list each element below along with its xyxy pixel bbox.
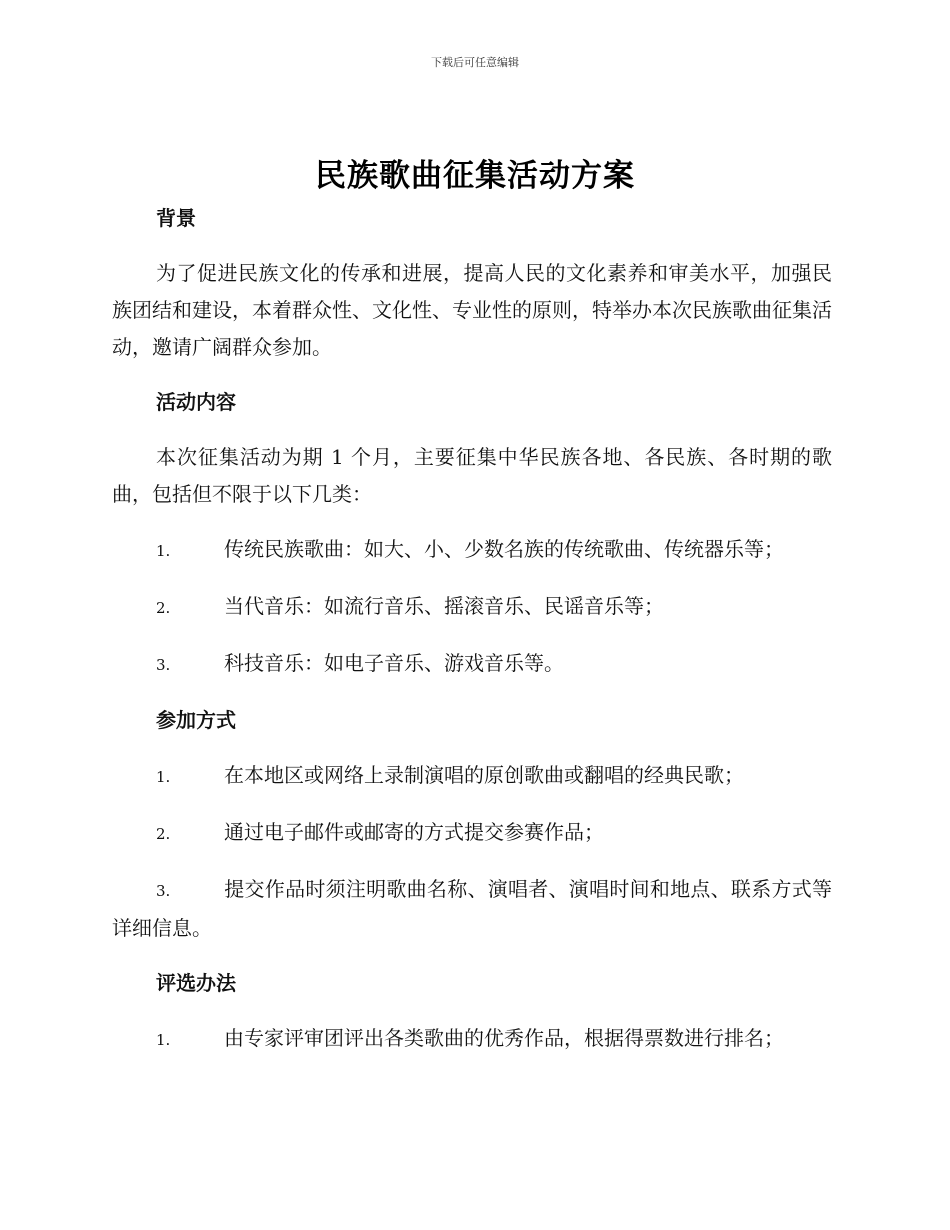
list-number: 2. [156,599,171,617]
list-item [112,757,832,796]
list-item [112,1020,832,1059]
list-number: 1. [156,768,171,786]
section-participation [112,702,832,947]
section-activity-content [112,384,832,684]
section-heading: 活动内容 [156,390,236,414]
list-item [112,531,832,570]
list-item [112,814,832,853]
list-text: 提交作品时须注明歌曲名称、演唱者、演唱时间和地点、联系方式等详细信息。 [112,877,832,940]
list-text: 传统民族歌曲：如大、小、少数名族的传统歌曲、传统器乐等； [224,537,784,561]
list-text: 科技音乐：如电子音乐、游戏音乐等。 [224,651,564,675]
list-text: 在本地区或网络上录制演唱的原创歌曲或翻唱的经典民歌； [224,763,744,787]
list-text: 由专家评审团评出各类歌曲的优秀作品，根据得票数进行排名； [224,1026,784,1050]
list-number: 2. [156,825,171,843]
section-heading: 参加方式 [156,708,236,732]
list-number: 1. [156,542,171,560]
section-heading: 评选办法 [156,971,236,995]
list-text: 通过电子邮件或邮寄的方式提交参赛作品； [224,820,604,844]
section-evaluation [112,965,832,1059]
section-paragraph: 本次征集活动为期 1 个月，主要征集中华民族各地、各民族、各时期的歌曲，包括但不限于以下几类： [112,445,832,506]
header-note: 下载后可任意编辑 [431,56,519,69]
list-item [112,588,832,627]
list-text: 当代音乐：如流行音乐、摇滚音乐、民谣音乐等； [224,594,664,618]
document-title: 民族歌曲征集活动方案 [315,158,635,194]
list-item [112,645,832,684]
document-body [112,200,832,1059]
list-number: 1. [156,1031,171,1049]
section-heading: 背景 [156,206,196,230]
list-item [112,871,832,947]
list-number: 3. [156,882,171,900]
section-background [112,200,832,366]
list-number: 3. [156,656,171,674]
section-paragraph: 为了促进民族文化的传承和进展，提高人民的文化素养和审美水平，加强民族团结和建设，本着群众性、文化性、专业性的原则，特举办本次民族歌曲征集活动，邀请广阔群众参加。 [112,261,832,359]
